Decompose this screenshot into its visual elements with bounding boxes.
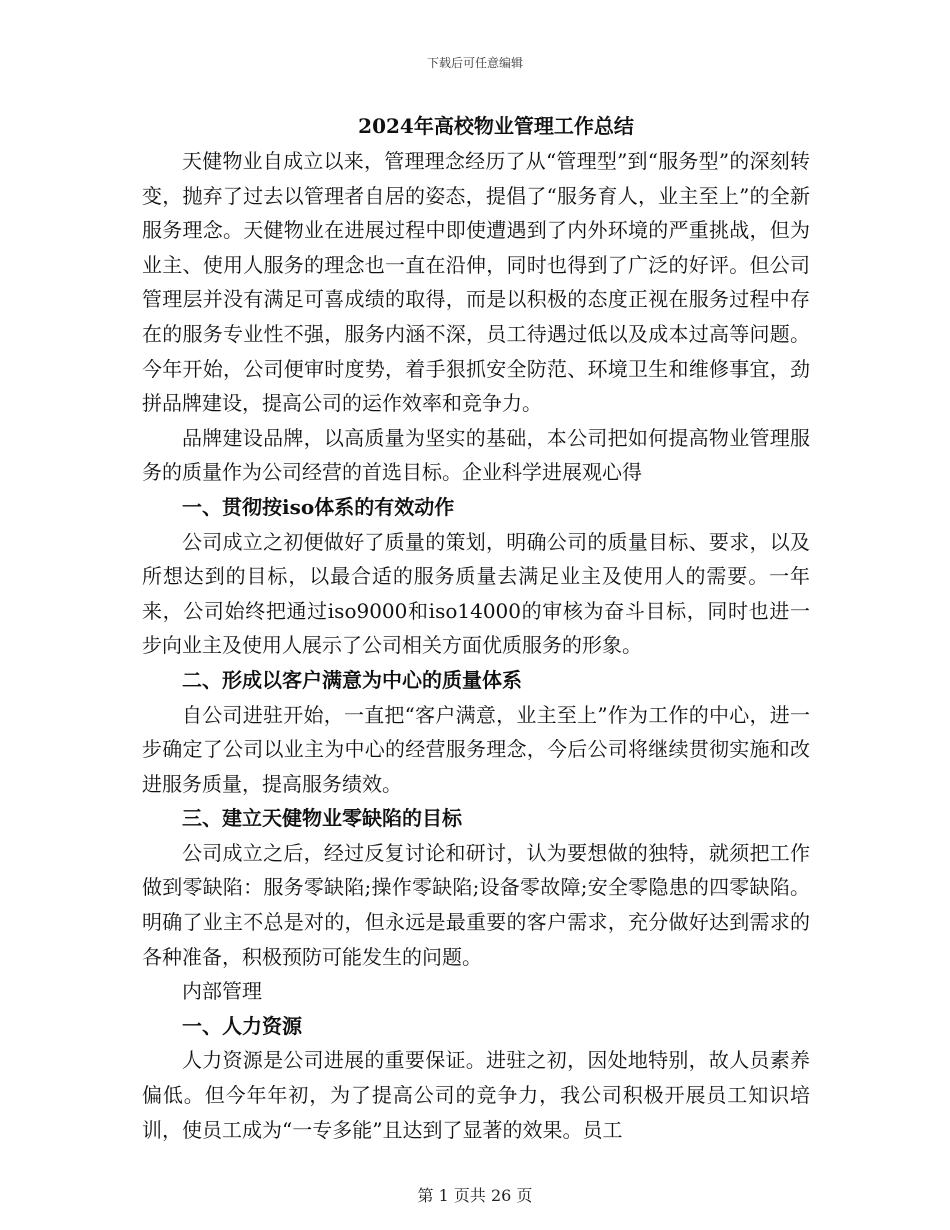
paragraph-intro: 天健物业自成立以来，管理理念经历了从“管理型”到“服务型”的深刻转变，抛弃了过去以管理者自居的姿态，提倡了“服务育人，业主至上”的全新服务理念。天健物业在进展过程中即使遭遇到了内外环境的严重挑战，但为业主、使用人服务的理念也一直在沿伸，同时也得到了广泛的好评。但公司管理层并没有满足可喜成绩的取得，而是以积极的态度正视在服务过程中存在的服务专业性不强，服务内涵不深，员工待遇过低以及成本过高等问题。今年开始，公司便审时度势，着手狠抓安全防范、环境卫生和维修事宜，劲拼品牌建设，提高公司的运作效率和竞争力。 [142, 149, 810, 416]
heading-customer-satisfaction: 二、形成以客户满意为中心的质量体系 [182, 667, 522, 692]
document-body [142, 108, 810, 1147]
paragraph-customer: 自公司进驻开始，一直把“客户满意，业主至上”作为工作的中心，进一步确定了公司以业主为中心的经营服务理念，今后公司将继续贯彻实施和改进服务质量，提高服务绩效。 [142, 702, 810, 796]
document-title: 2024年高校物业管理工作总结 [358, 114, 634, 138]
heading-human-resources: 一、人力资源 [182, 1013, 302, 1038]
section-internal-management: 内部管理 [182, 979, 262, 1004]
heading-iso-system: 一、贯彻按iso体系的有效动作 [182, 494, 455, 519]
paragraph-human-resources: 人力资源是公司进展的重要保证。进驻之初，因处地特别，故人员素养偏低。但今年年初，为了提高公司的竞争力，我公司积极开展员工知识培训，使员工成为“一专多能”且达到了显著的效果。员工 [142, 1048, 810, 1142]
heading-zero-defect: 三、建立天健物业零缺陷的目标 [182, 806, 462, 831]
page-number-footer: 第 1 页共 26 页 [417, 1186, 533, 1205]
paragraph-iso: 公司成立之初便做好了质量的策划，明确公司的质量目标、要求，以及所想达到的目标，以最合适的服务质量去满足业主及使用人的需要。一年来，公司始终把通过iso9000和iso14000的审核为奋斗目标，同时也进一步向业主及使用人展示了公司相关方面优质服务的形象。 [142, 529, 810, 658]
paragraph-brand: 品牌建设品牌，以高质量为坚实的基础，本公司把如何提高物业管理服务的质量作为公司经营的首选目标。企业科学进展观心得 [142, 425, 810, 485]
paragraph-zero-defect: 公司成立之后，经过反复讨论和研讨，认为要想做的独特，就须把工作做到零缺陷：服务零缺陷;操作零缺陷;设备零故障;安全零隐患的四零缺陷。明确了业主不总是对的，但永远是最重要的客户需求，充分做好达到需求的各种准备，积极预防可能发生的问题。 [142, 840, 810, 969]
header-note: 下载后可任意编辑 [426, 56, 523, 70]
